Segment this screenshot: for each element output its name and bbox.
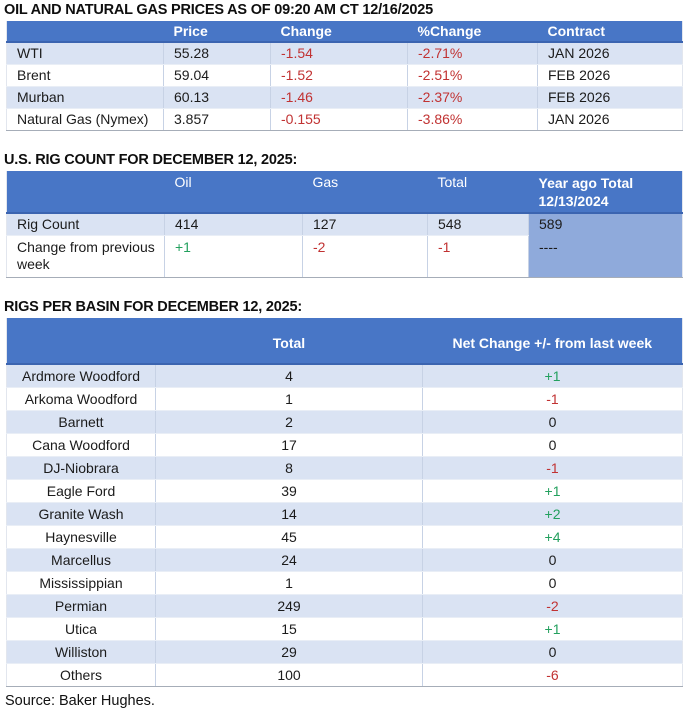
change-value: -0.155	[271, 109, 408, 131]
pct-change-value: -2.37%	[408, 87, 538, 109]
contract-value: JAN 2026	[538, 109, 683, 131]
total-rig-change: -1	[428, 236, 529, 278]
prices-col-blank	[7, 21, 164, 42]
basin-net-change: -1	[423, 388, 683, 411]
basin-total: 8	[156, 457, 423, 480]
rig-count-header-row	[7, 171, 683, 213]
basin-net-change: +1	[423, 364, 683, 388]
basin-row	[7, 388, 683, 411]
basin-col-total: Total	[156, 318, 423, 364]
basin-name: Others	[7, 664, 156, 687]
basin-name: Eagle Ford	[7, 480, 156, 503]
basin-name: Marcellus	[7, 549, 156, 572]
basin-net-change: 0	[423, 411, 683, 434]
contract-value: FEB 2026	[538, 87, 683, 109]
price-value: 60.13	[164, 87, 271, 109]
gas-rig-change: -2	[303, 236, 428, 278]
rig-col-total: Total	[428, 171, 529, 213]
prices-col-price: Price	[164, 21, 271, 42]
basin-total: 45	[156, 526, 423, 549]
basin-total: 249	[156, 595, 423, 618]
basin-name: Haynesville	[7, 526, 156, 549]
prices-table	[6, 21, 683, 131]
year-ago-label-line1: Year ago Total	[538, 175, 634, 191]
pct-change-value: -2.51%	[408, 65, 538, 87]
basin-total: 1	[156, 572, 423, 595]
basin-row	[7, 480, 683, 503]
contract-value: FEB 2026	[538, 65, 683, 87]
basin-total: 29	[156, 641, 423, 664]
price-value: 3.857	[164, 109, 271, 131]
year-ago-rig-count: 589	[529, 213, 683, 236]
basin-row	[7, 664, 683, 687]
basin-net-change: 0	[423, 549, 683, 572]
row-label: Rig Count	[7, 213, 165, 236]
basin-total: 15	[156, 618, 423, 641]
basin-name: Utica	[7, 618, 156, 641]
rig-count-table	[6, 171, 683, 278]
basin-net-change: -1	[423, 457, 683, 480]
basin-total: 17	[156, 434, 423, 457]
basin-net-change: 0	[423, 434, 683, 457]
change-value: -1.46	[271, 87, 408, 109]
basin-total: 100	[156, 664, 423, 687]
basin-total: 4	[156, 364, 423, 388]
basin-total: 2	[156, 411, 423, 434]
basin-name: DJ-Niobrara	[7, 457, 156, 480]
basin-net-change: 0	[423, 641, 683, 664]
pct-change-value: -3.86%	[408, 109, 538, 131]
basins-header-row	[7, 318, 683, 364]
price-row-brent	[7, 65, 683, 87]
basin-net-change: +4	[423, 526, 683, 549]
row-label: Change from previous week	[7, 236, 165, 278]
basin-net-change: +1	[423, 618, 683, 641]
prices-col-contract: Contract	[538, 21, 683, 42]
price-value: 55.28	[164, 42, 271, 65]
rig-col-oil: Oil	[165, 171, 303, 213]
basin-total: 24	[156, 549, 423, 572]
basin-net-change: -2	[423, 595, 683, 618]
rig-col-blank	[7, 171, 165, 213]
source-note: Source: Baker Hughes.	[5, 693, 155, 709]
basin-col-blank	[7, 318, 156, 364]
price-value: 59.04	[164, 65, 271, 87]
pct-change-value: -2.71%	[408, 42, 538, 65]
change-value: -1.52	[271, 65, 408, 87]
price-row-wti	[7, 42, 683, 65]
commodity-name: Murban	[7, 87, 164, 109]
commodity-name: WTI	[7, 42, 164, 65]
basin-row	[7, 503, 683, 526]
basin-net-change: +2	[423, 503, 683, 526]
price-row-murban	[7, 87, 683, 109]
basin-row	[7, 457, 683, 480]
basin-name: Arkoma Woodford	[7, 388, 156, 411]
basin-name: Cana Woodford	[7, 434, 156, 457]
basin-name: Permian	[7, 595, 156, 618]
basin-col-net-change: Net Change +/- from last week	[423, 318, 683, 364]
price-row-natural-gas	[7, 109, 683, 131]
basin-row	[7, 549, 683, 572]
basin-name: Ardmore Woodford	[7, 364, 156, 388]
prices-title: OIL AND NATURAL GAS PRICES AS OF 09:20 AM CT 12/16/2025	[4, 2, 433, 18]
basin-name: Granite Wash	[7, 503, 156, 526]
basin-row	[7, 618, 683, 641]
basins-table	[6, 318, 683, 687]
commodity-name: Brent	[7, 65, 164, 87]
basin-net-change: -6	[423, 664, 683, 687]
gas-rig-count: 127	[303, 213, 428, 236]
oil-rig-change: +1	[165, 236, 303, 278]
basin-total: 1	[156, 388, 423, 411]
basin-name: Williston	[7, 641, 156, 664]
change-value: -1.54	[271, 42, 408, 65]
commodity-name: Natural Gas (Nymex)	[7, 109, 164, 131]
rig-count-row	[7, 213, 683, 236]
basin-name: Mississippian	[7, 572, 156, 595]
rig-col-gas: Gas	[303, 171, 428, 213]
prices-header-row	[7, 21, 683, 42]
total-rig-count: 548	[428, 213, 529, 236]
basin-name: Barnett	[7, 411, 156, 434]
rig-count-title: U.S. RIG COUNT FOR DECEMBER 12, 2025:	[4, 152, 298, 168]
basins-title: RIGS PER BASIN FOR DECEMBER 12, 2025:	[4, 299, 302, 315]
prices-col-pct-change: %Change	[408, 21, 538, 42]
basin-row	[7, 434, 683, 457]
basin-row	[7, 572, 683, 595]
basin-net-change: 0	[423, 572, 683, 595]
oil-rig-count: 414	[165, 213, 303, 236]
basin-row	[7, 641, 683, 664]
contract-value: JAN 2026	[538, 42, 683, 65]
basin-total: 14	[156, 503, 423, 526]
rig-change-row	[7, 236, 683, 278]
basin-row	[7, 526, 683, 549]
basin-row	[7, 364, 683, 388]
prices-col-change: Change	[271, 21, 408, 42]
year-ago-label-line2: 12/13/2024	[538, 193, 609, 209]
rig-col-year-ago	[529, 171, 683, 213]
basin-total: 39	[156, 480, 423, 503]
basin-net-change: +1	[423, 480, 683, 503]
basin-row	[7, 411, 683, 434]
year-ago-rig-change: ----	[529, 236, 683, 278]
basin-row	[7, 595, 683, 618]
